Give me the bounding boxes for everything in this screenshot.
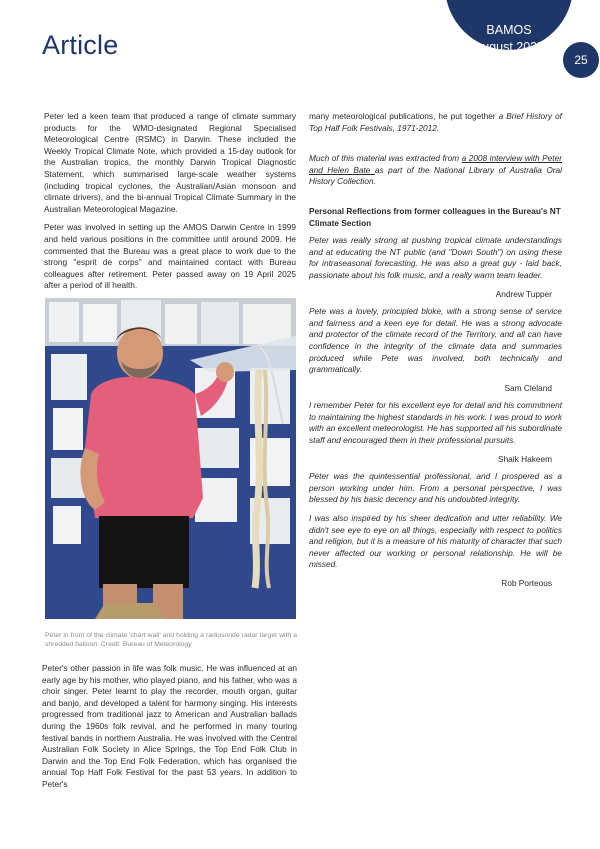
- page-number-badge: 25: [563, 42, 599, 78]
- paragraph: Peter led a keen team that produced a range of climate summary products for the WMO-designated Regional Specialised Meteorological Centre (RSMC) in Darwin. These included the Weekly Tropical Climate Note, which provided a 15-day outlook for the Australian tropics, the monthly Darwin Tropical Diagnostic Statement, which summarised large-scale weather systems (including tropical cyclones, the Australian/Asian monsoon and climate drivers), and the bi-annual Tropical Climate Summary in the Australian Meteorological Magazine.: [44, 111, 296, 214]
- reflection-text: Pete was a lovely, principled bloke, with a strong sense of service and fairness and a keen eye for detail. He was a strong advocate and protector of the climate record of the Territory, and all can have confidence in the integrity of the climate data and summaries produced while Pete was involved, both technically and grammatically.: [309, 306, 562, 375]
- left-column: [44, 111, 296, 299]
- page-title: Article: [42, 30, 119, 60]
- issue-date: August 2025: [473, 40, 545, 54]
- reflection-text: Peter was really strong at pushing tropical climate understandings and at educating the NT public (and "Down South") on using these for intraseasonal forecasting. He was also a great guy - laid back, passionate about his folk music, and a really warm team leader.: [309, 235, 562, 280]
- photo-caption: Peter in front of the climate 'chart wall' and holding a radiosonde radar target with a shredded balloon. Credit: Bureau of Meteorology: [45, 632, 297, 649]
- left-column-lower: [42, 663, 297, 798]
- paragraph: Peter was involved in setting up the AMOS Darwin Centre in 1999 and held various positions in the committee until around 2009. He commented that the Bureau was a great place to work due to the strong "esprit de corps" and maintained contact with Bureau colleagues after retirement. Peter passed away on 19 April 2025 after a period of ill health.: [44, 222, 296, 291]
- source-note: Much of this material was extracted from a 2008 interview with Peter and Helen Bate as part of the National Library of Australia Oral History Collection.: [309, 153, 562, 187]
- reflection-author: Sam Cleland: [504, 382, 552, 393]
- reflection-author: Shaik Hakeem: [498, 453, 552, 464]
- oral-history-link[interactable]: a 2008 interview with Peter and Helen Bate: [309, 153, 562, 175]
- reflections-heading: Personal Reflections from former colleagues in the Bureau's NT Climate Section: [309, 205, 561, 228]
- photo-illustration: [45, 298, 296, 619]
- reflection-text: Peter was the quintessential professional, and I prospered as a person working under him. From a personal perspective, I was blessed by his basic decency and his undoubted integrity.: [309, 471, 562, 505]
- publication-name: BAMOS: [486, 23, 532, 37]
- paragraph-folk-music: Peter's other passion in life was folk music. He was influenced at an early age by his mother, who played piano, and his father, who was a choir singer. Peter learnt to play the recorder, mouth organ, guitar and banjo, and developed a talent for harmony singing. His interests progressed from traditional jazz to American and Australian ballads during the 1960s folk revival, and he performed in many touring festival bands in northern Australia. He was involved with the Central Australian Folk Society in Alice Springs, the Top End Folk Club in Darwin and the Top End Folk Federation, which has organised the annual Top Half Folk Festival for the past 53 years. In addition to Peter's: [42, 663, 297, 789]
- photo-peter-chart-wall: [45, 298, 296, 619]
- paragraph-continuation: many meteorological publications, he put together a Brief History of Top Half Folk Festivals, 1971-2012.: [309, 111, 562, 133]
- header-circle: [445, 0, 573, 54]
- right-column: [309, 111, 562, 596]
- reflection-text: I was also inspired by his sheer dedication and utter reliability. We didn't see eye to eye on all things, especially with respect to politics and religion, but it is a measure of his maturity of character that such never affected our working or personal relationship. He will be missed.: [309, 513, 562, 570]
- reflection-text: I remember Peter for his excellent eye for detail and his commitment to maintaining the highest standards in his work. I was proud to work with an excellent meteorologist. He has supported all his subordinate staff and encouraged them in their professional pursuits.: [309, 400, 562, 446]
- reflection-author: Andrew Tupper: [495, 288, 552, 299]
- reflection-author: Rob Porteous: [501, 578, 552, 588]
